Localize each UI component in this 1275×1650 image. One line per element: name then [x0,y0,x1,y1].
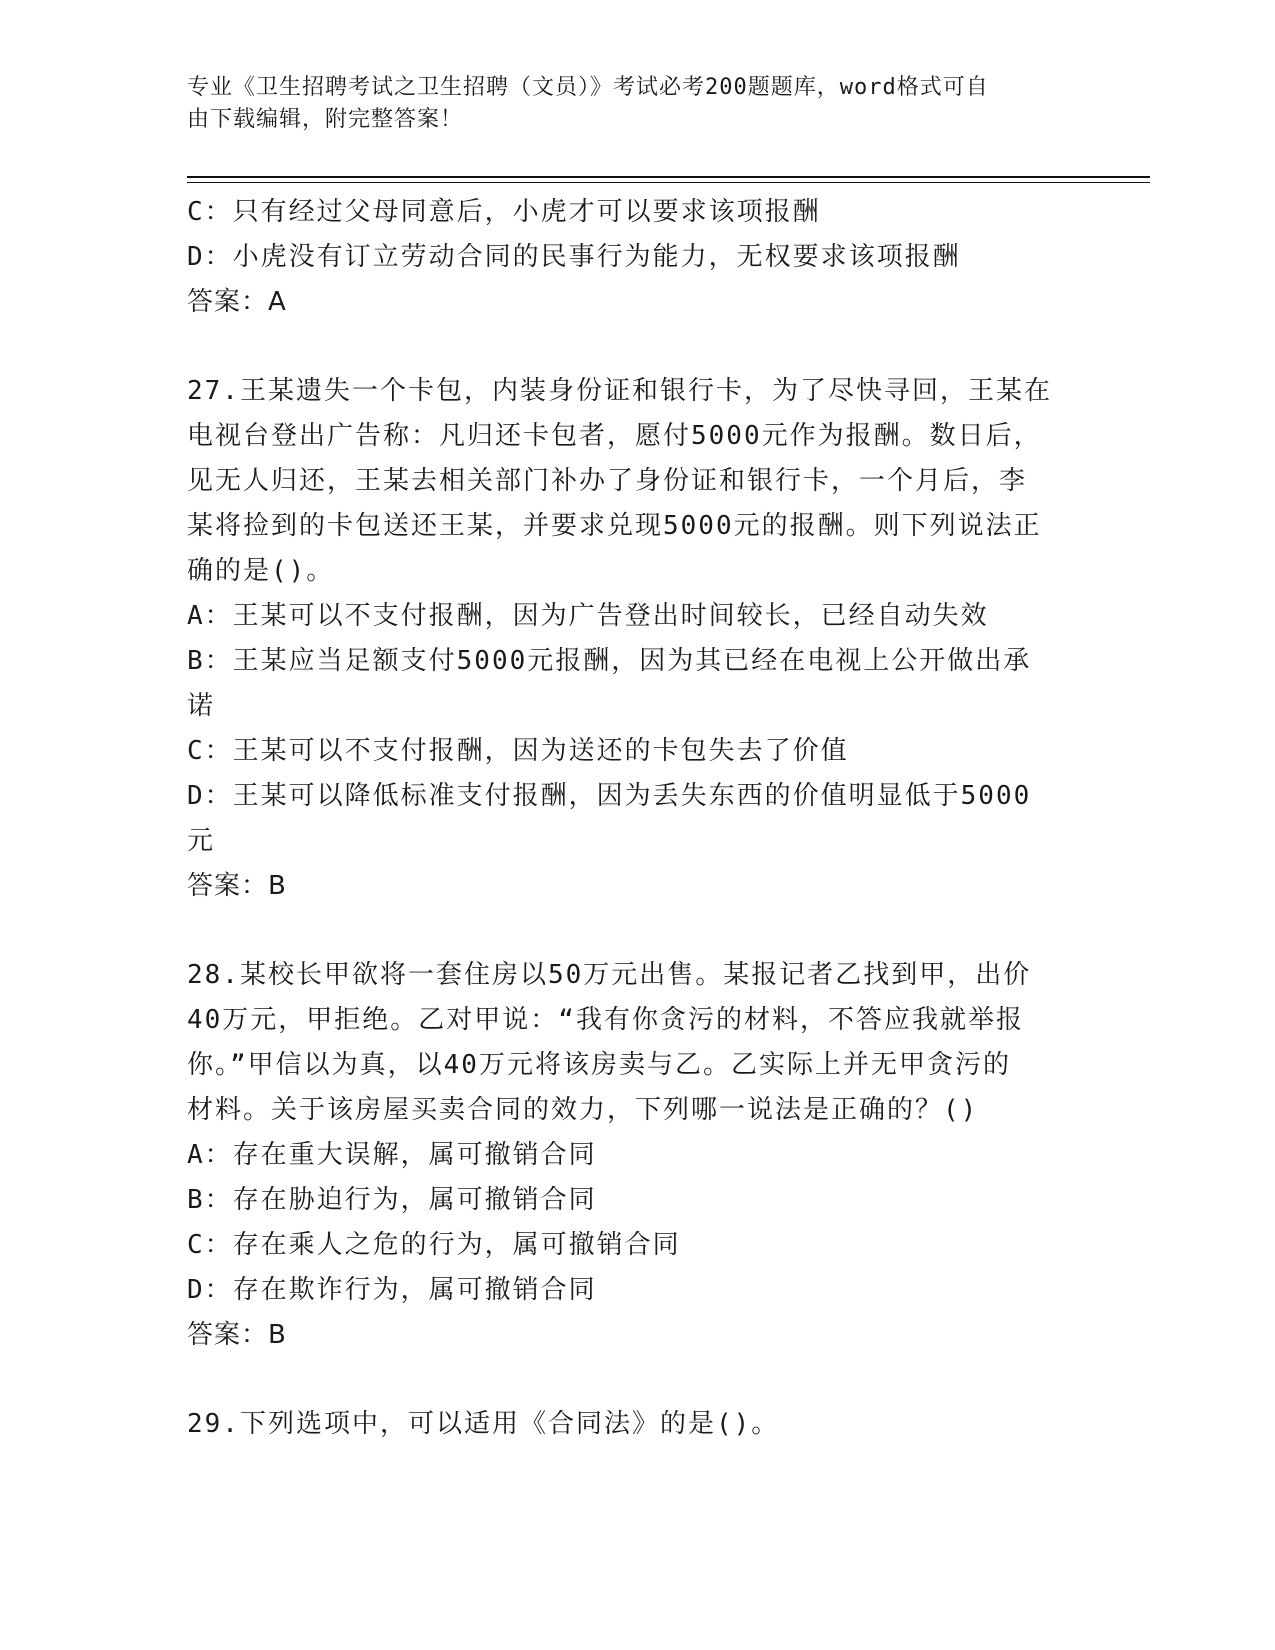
document-header [187,72,1067,136]
question-stem-line: 材料。关于该房屋买卖合同的效力，下列哪一说法是正确的？() [187,1095,979,1125]
header-line-1: 专业《卫生招聘考试之卫生招聘（文员）》考试必考200题题库，word格式可自 [187,75,989,100]
question-29 [187,1402,1067,1447]
answer-line: 答案：B [187,1320,287,1350]
question-stem-line: 某将捡到的卡包送还王某，并要求兑现5000元的报酬。则下列说法正 [187,511,1042,541]
option-d: D：存在欺诈行为，属可撤销合同 [187,1275,597,1305]
question-stem-line: 29.下列选项中，可以适用《合同法》的是()。 [187,1409,780,1439]
option-a: A：存在重大误解，属可撤销合同 [187,1140,597,1170]
question-stem-line: 40万元，甲拒绝。乙对甲说：“我有你贪污的材料，不答应我就举报 [187,1005,1024,1035]
spacer [187,1358,1067,1402]
header-divider-thin [187,182,1150,183]
answer-line: 答案：A [187,287,287,317]
spacer [187,325,1067,369]
option-b-continued: 诺 [187,691,216,721]
question-28 [187,953,1067,1358]
question-stem-line: 28.某校长甲欲将一套住房以50万元出售。某报记者乙找到甲，出价 [187,960,1032,990]
option-a: A：王某可以不支付报酬，因为广告登出时间较长，已经自动失效 [187,601,989,631]
option-d: D：小虎没有订立劳动合同的民事行为能力，无权要求该项报酬 [187,242,961,272]
header-line-2: 由下载编辑，附完整答案！ [187,107,464,132]
option-c: C：王某可以不支付报酬，因为送还的卡包失去了价值 [187,736,849,766]
question-stem-line: 见无人归还，王某去相关部门补办了身份证和银行卡，一个月后，李 [187,466,1028,496]
spacer [187,909,1067,953]
answer-line: 答案：B [187,871,287,901]
question-stem-line: 电视台登出广告称：凡归还卡包者，愿付5000元作为报酬。数日后， [187,421,1042,451]
option-c: C：只有经过父母同意后，小虎才可以要求该项报酬 [187,197,821,227]
document-body [187,190,1067,1447]
option-b: B：存在胁迫行为，属可撤销合同 [187,1185,597,1215]
option-d: D：王某可以降低标准支付报酬，因为丢失东西的价值明显低于5000 [187,781,1032,811]
question-26 [187,190,1067,325]
question-stem-line: 27.王某遗失一个卡包，内装身份证和银行卡，为了尽快寻回，王某在 [187,376,1052,406]
option-b: B：王某应当足额支付5000元报酬，因为其已经在电视上公开做出承 [187,646,1032,676]
question-stem-line: 确的是()。 [187,556,335,586]
question-27 [187,369,1067,909]
option-d-continued: 元 [187,826,216,856]
option-c: C：存在乘人之危的行为，属可撤销合同 [187,1230,681,1260]
header-divider-thick [187,176,1150,178]
question-stem-line: 你。”甲信以为真，以40万元将该房卖与乙。乙实际上并无甲贪污的 [187,1050,1011,1080]
